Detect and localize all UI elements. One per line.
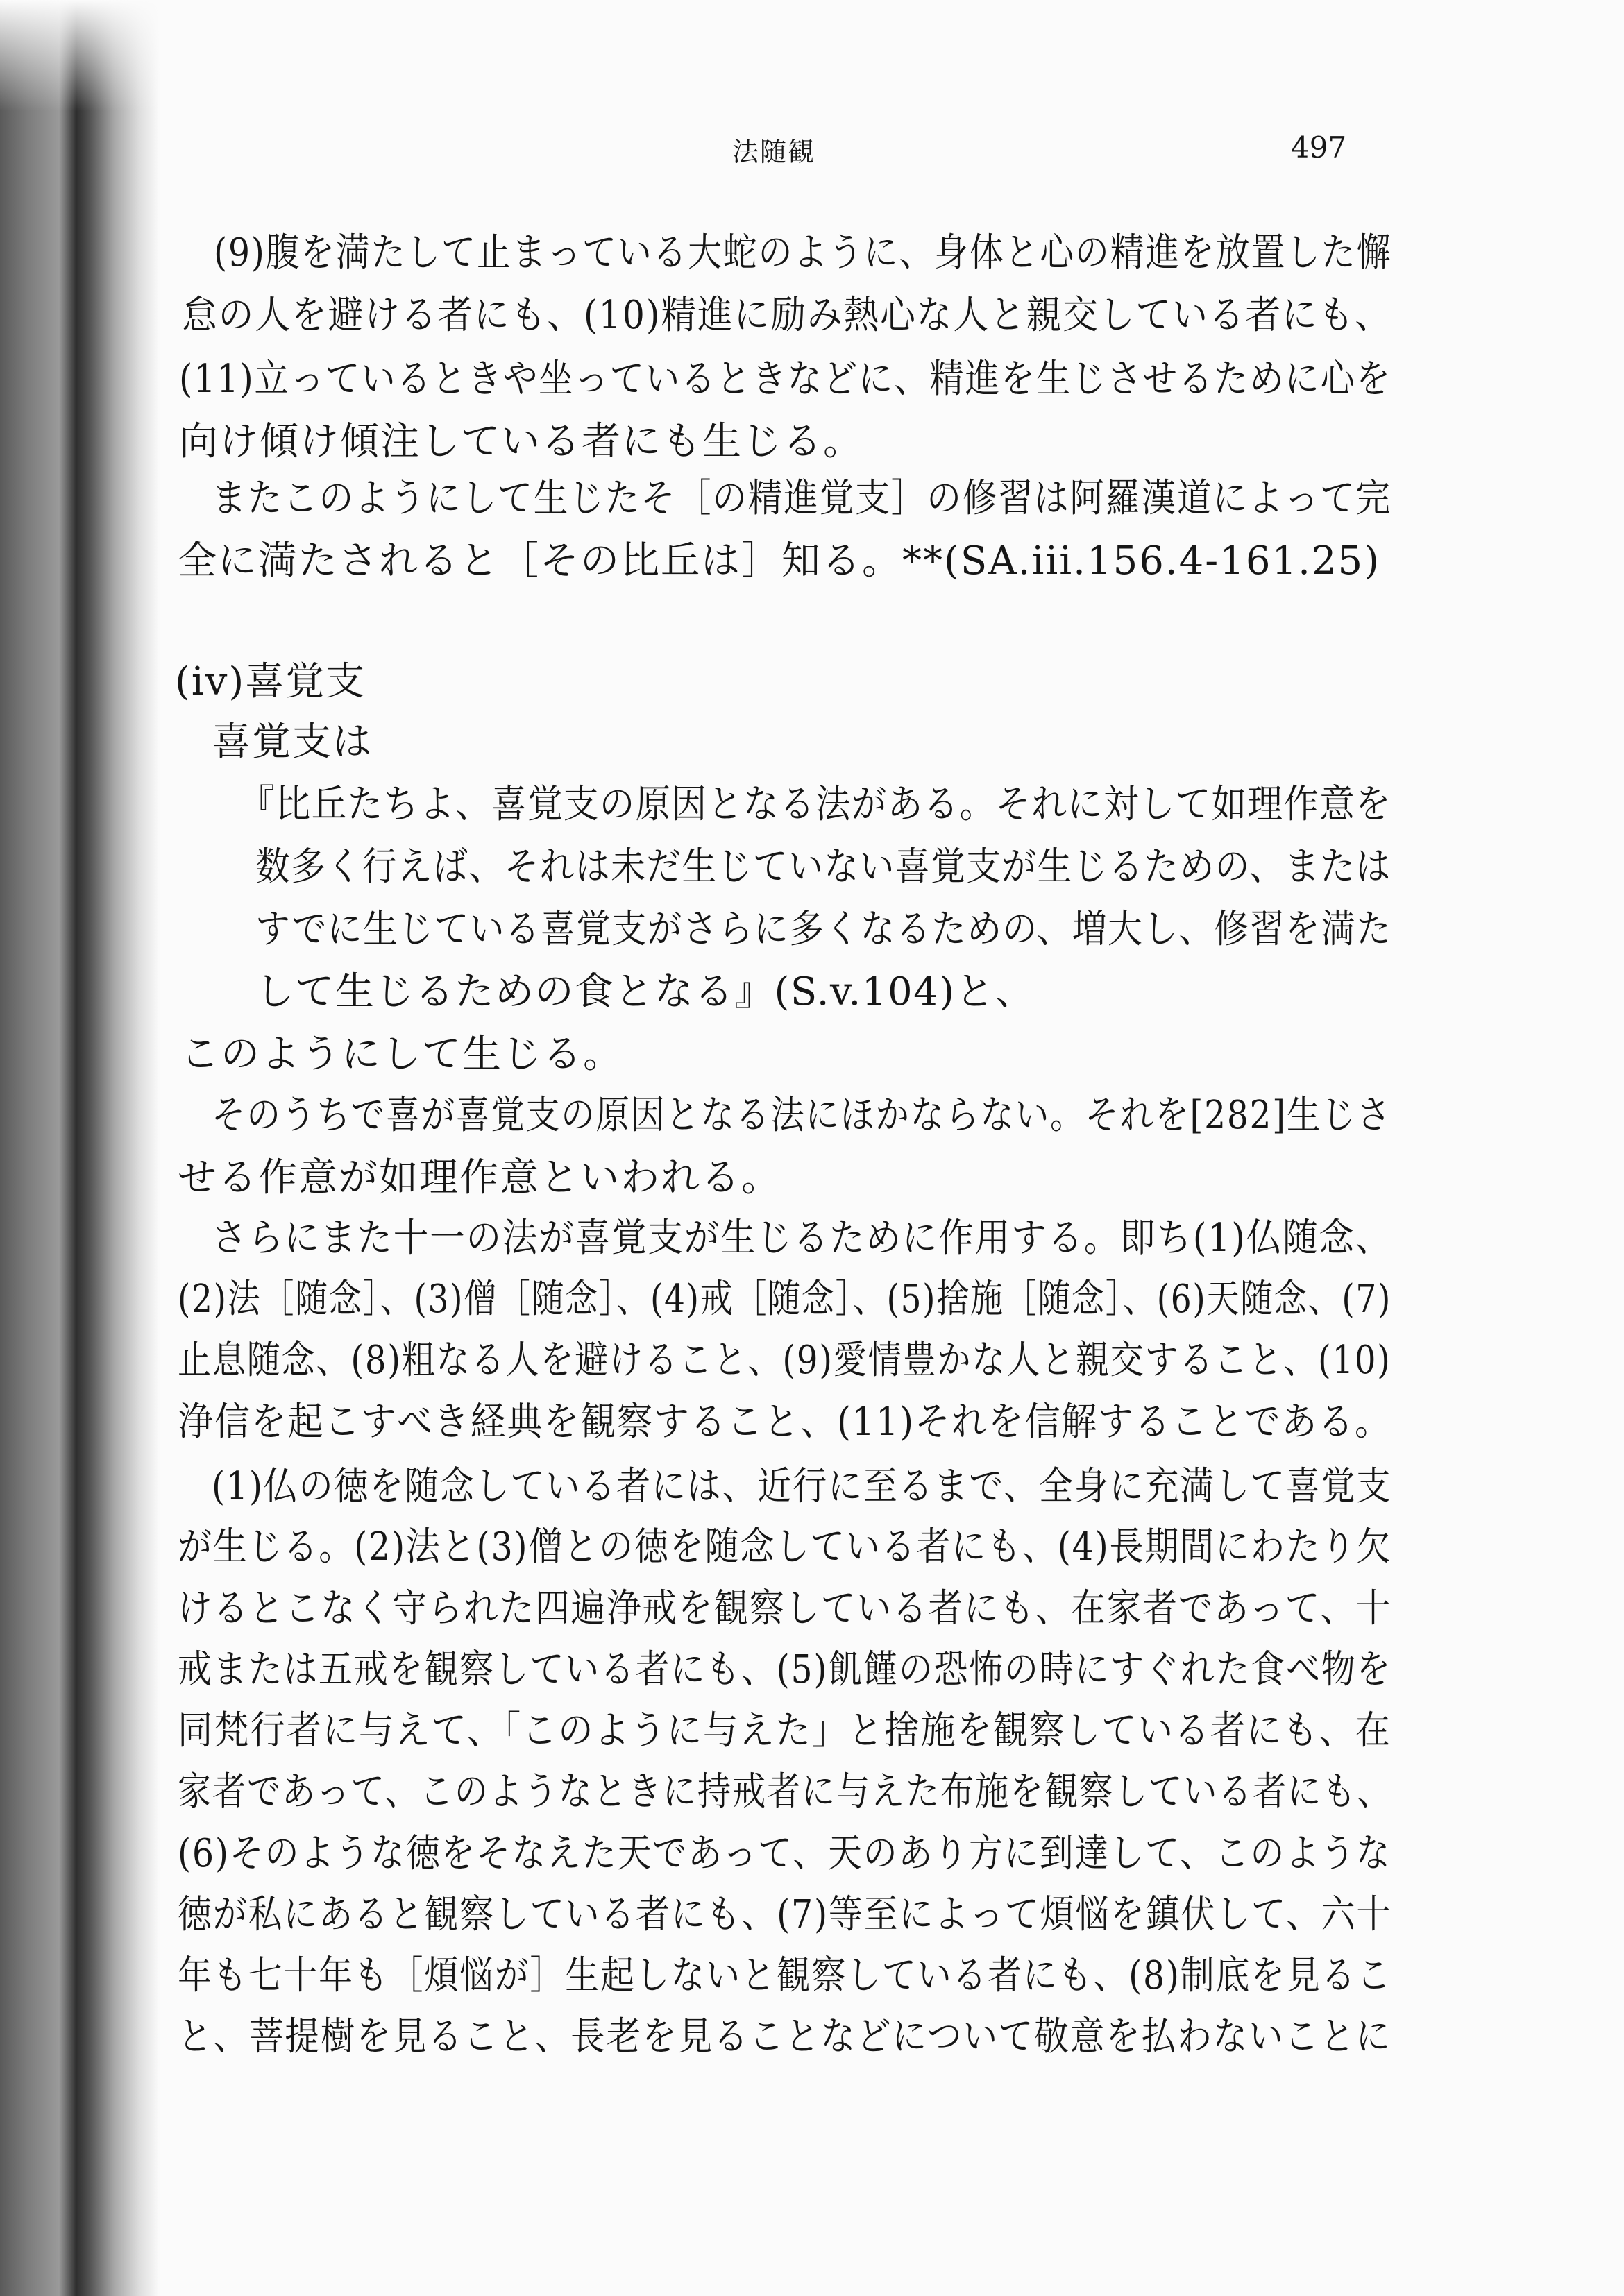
text-line: 向け傾け傾注している者にも生じる。: [179, 419, 863, 464]
text-line: 年も七十年も［煩悩が］生起しないと観察している者にも、(8)制底を見るこ: [178, 1953, 1392, 1998]
text-line: 止息随念、(8)粗なる人を避けること、(9)愛情豊かな人と親交すること、(10): [178, 1338, 1392, 1383]
text-line: 浄信を起こすべき経典を観察すること、(11)それを信解することである。: [178, 1400, 1392, 1445]
running-header-title: 法随観: [732, 137, 816, 167]
text-line: が生じる。(2)法と(3)僧との徳を随念している者にも、(4)長期間にわたり欠: [178, 1524, 1392, 1570]
binding-shadow-fade: [0, 0, 160, 111]
text-line: (1)仏の徳を随念している者には、近行に至るまで、全身に充満して喜覚支: [212, 1464, 1392, 1509]
text-line: 全に満たされると［その比丘は］知る。**(SA.iii.156.4-161.25): [178, 538, 1381, 584]
text-line: せる作意が如理作意といわれる。: [178, 1155, 781, 1200]
text-line: またこのようにして生じたそ［の精進覚支］の修習は阿羅漢道によって完: [212, 476, 1392, 521]
text-line: さらにまた十一の法が喜覚支が生じるために作用する。即ち(1)仏随念、: [212, 1216, 1392, 1261]
section-heading: (iv)喜覚支: [175, 659, 366, 704]
text-line: 怠の人を避ける者にも、(10)精進に励み熱心な人と親交している者にも、: [182, 293, 1392, 338]
text-line: 家者であって、このようなときに持戒者に与えた布施を観察している者にも、: [178, 1769, 1392, 1814]
text-line: (9)腹を満たして止まっている大蛇のように、身体と心の精進を放置した懈: [214, 230, 1392, 275]
text-line: と、菩提樹を見ること、長老を見ることなどについて敬意を払わないことに: [178, 2014, 1392, 2059]
quote-line: すでに生じている喜覚支がさらに多くなるための、増大し、修習を満た: [255, 907, 1392, 952]
text-line: (11)立っているときや坐っているときなどに、精進を生じさせるために心を: [179, 357, 1392, 402]
text-line: けるとこなく守られた四遍浄戒を観察している者にも、在家者であって、十: [178, 1586, 1392, 1631]
binding-shadow: [0, 0, 160, 2296]
text-line: 喜覚支は: [212, 720, 373, 765]
text-line: 同梵行者に与えて、「このように与えた」と捨施を観察している者にも、在: [178, 1708, 1392, 1753]
text-line: 徳が私にあると観察している者にも、(7)等至によって煩悩を鎮伏して、六十: [178, 1892, 1392, 1937]
text-line: 戒または五戒を観察している者にも、(5)飢饉の恐怖の時にすぐれた食べ物を: [178, 1647, 1392, 1692]
text-line: このようにして生じる。: [180, 1032, 623, 1077]
quote-line: して生じるための食となる』(S.v.104)と、: [255, 969, 1035, 1014]
quote-line: 数多く行えば、それは未だ生じていない喜覚支が生じるための、または: [255, 844, 1392, 890]
quote-line: 『比丘たちよ、喜覚支の原因となる法がある。それに対して如理作意を: [239, 782, 1392, 827]
text-line: (6)そのような徳をそなえた天であって、天のあり方に到達して、このような: [178, 1831, 1392, 1876]
page-number: 497: [1291, 130, 1347, 164]
text-line: (2)法［随念］、(3)僧［随念］、(4)戒［随念］、(5)捨施［随念］、(6)天随念、(7): [178, 1277, 1392, 1322]
text-line: そのうちで喜が喜覚支の原因となる法にほかならない。それを[282]生じさ: [212, 1093, 1392, 1138]
